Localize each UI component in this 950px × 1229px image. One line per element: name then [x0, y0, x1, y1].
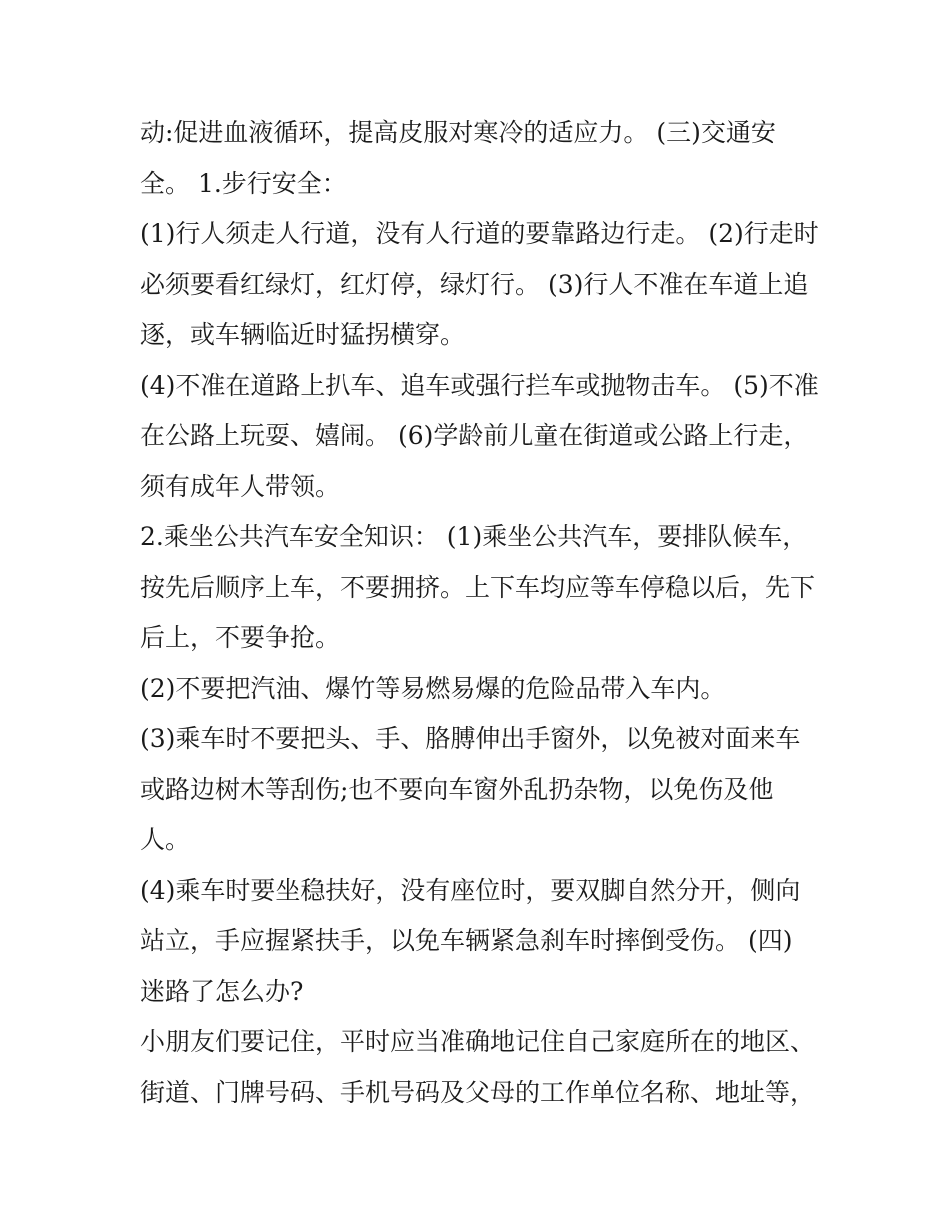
text-line: 或路边树木等刮伤;也不要向车窗外乱扔杂物，以免伤及他 [140, 774, 774, 804]
text-line: 必须要看红绿灯，红灯停，绿灯行。 (3)行人不准在车道上追 [140, 269, 809, 299]
text-line: 须有成年人带领。 [140, 471, 341, 501]
text-line: 按先后顺序上车，不要拥挤。上下车均应等车停稳以后，先下 [140, 572, 816, 602]
text-line: 人。 [140, 825, 191, 854]
text-line: 站立，手应握紧扶手，以免车辆紧急刹车时摔倒受伤。 (四) [140, 926, 793, 955]
text-line: (3)乘车时不要把头、手、胳膊伸出手窗外，以免被对面来车 [140, 724, 801, 753]
text-line: 迷路了怎么办? [140, 976, 304, 1006]
text-line: 逐，或车辆临近时猛拐横穿。 [140, 320, 466, 349]
text-line: 动:促进血液循环，提高皮服对寒冷的适应力。 (三)交通安 [140, 118, 776, 147]
text-line: (2)不要把汽油、爆竹等易燃易爆的危险品带入车内。 [140, 673, 726, 703]
text-line: 全。 1.步行安全： [140, 168, 347, 198]
text-line: 后上，不要争抢。 [140, 623, 341, 652]
text-line: 小朋友们要记住，平时应当准确地记住自己家庭所在的地区、 [140, 1027, 816, 1056]
text-line: (4)乘车时要坐稳扶好，没有座位时，要双脚自然分开，侧向 [140, 875, 801, 905]
text-line: (1)行人须走人行道，没有人行道的要靠路边行走。 (2)行走时 [140, 219, 819, 248]
text-line: 街道、门牌号码、手机号码及父母的工作单位名称、地址等， [140, 1077, 816, 1107]
text-line: 在公路上玩耍、嬉闹。 (6)学龄前儿童在街道或公路上行走， [140, 421, 809, 450]
body-text [140, 108, 820, 1118]
text-line: (4)不准在道路上扒车、追车或强行拦车或抛物击车。 (5)不准 [140, 370, 819, 400]
text-line: 2.乘坐公共汽车安全知识： (1)乘坐公共汽车，要排队候车， [140, 522, 808, 551]
